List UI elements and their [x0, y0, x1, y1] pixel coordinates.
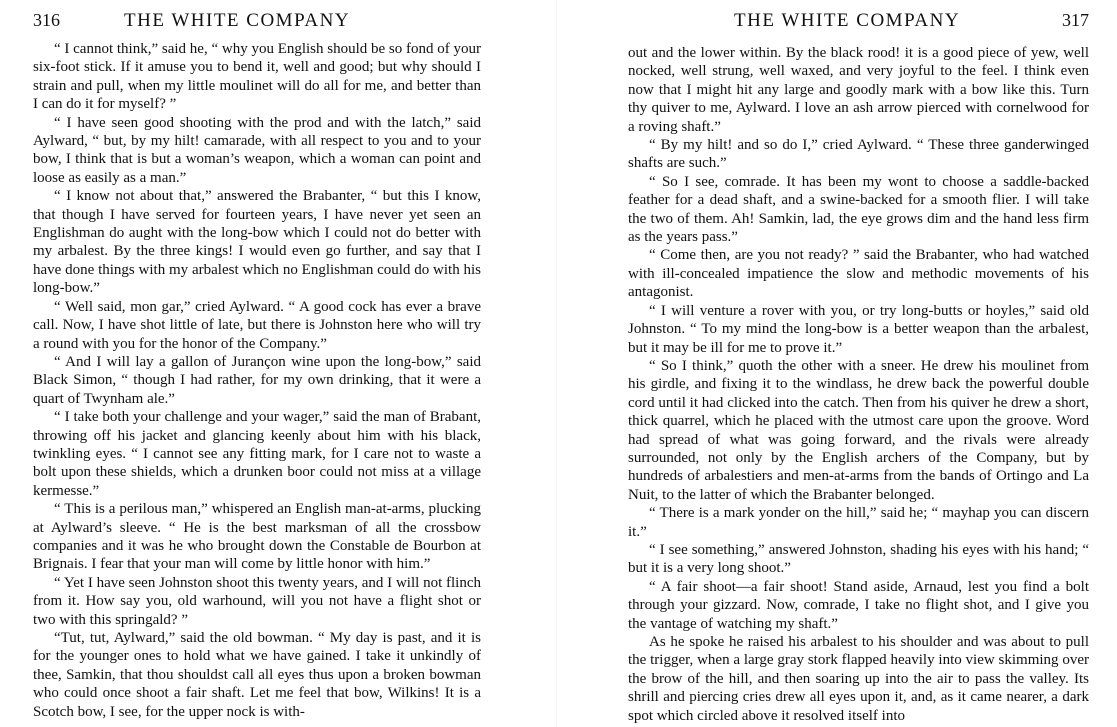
paragraph: “ By my hilt! and so do I,” cried Aylward. “ These three ganderwinged shafts are such.” — [628, 137, 1089, 172]
paragraph: “Tut, tut, Aylward,” said the old bowman. “ My day is past, and it is for the younger ones to hold what we have gained. I take it unkindly of thee, Samkin, that thou shouldst call all eyes thus upon a broken bowman who could once shoot a fair shaft. Let me feel that bow, Wilkins! It is a Scotch bow, I see, for the upper nock is with- — [33, 630, 481, 720]
paragraph: “ Yet I have seen Johnston shoot this twenty years, and I will not flinch from it. How say you, old warhound, will you not have a flight shot or two with this springald? ” — [33, 574, 481, 628]
paragraph: “ Well said, mon gar,” cried Aylward. “ A good cock has ever a brave call. Now, I have shot little of late, but there is Johnston here who will try a round with you for the honor of the Company.” — [33, 298, 481, 352]
paragraph: “ So I think,” quoth the other with a sneer. He drew his moulinet from his girdle, and fixing it to the windlass, he drew back the powerful double cord until it had clicked into the catch. Then from his quiver he drew a short, thick quarrel, which he placed with the utmost care upon the groove. Word had spread of what was going forward, and the rivals were already surrounded, not only by the English archers of the Company, but by hundreds of arbalestiers and men-at-arms from the bands of Ortingo and La Nuit, to the latter of which the Brabanter belonged. — [628, 357, 1089, 503]
paragraph: “ So I see, comrade. It has been my wont to choose a saddle-backed feather for a dead shaft, and a swine-backed for a smooth flier. I will take the two of them. Ah! Samkin, lad, the eye grows dim and the hand less firm as the years pass.” — [628, 173, 1089, 246]
left-page-body — [33, 40, 481, 721]
continuation-paragraph: out and the lower within. By the black rood! it is a good piece of yew, well nocked, well strung, well waxed, and very joyful to the feel. I think even now that I might hit any large and goodly mark with a bow like this. Turn thy quiver to me, Aylward. I love an ash arrow pierced with cornelwood for a roving shaft.” — [628, 45, 1089, 135]
paragraph: “ There is a mark yonder on the hill,” said he; “ mayhap you can discern it.” — [628, 505, 1089, 540]
paragraph: “ And I will lay a gallon of Jurançon wine upon the long-bow,” said Black Simon, “ though I had rather, for my own drinking, that it were a quart of Twynham ale.” — [33, 353, 481, 407]
left-page-number: 316 — [33, 10, 60, 30]
page-gutter — [556, 0, 557, 727]
left-running-title: THE WHITE COMPANY — [124, 10, 351, 31]
paragraph: As he spoke he raised his arbalest to his shoulder and was about to pull the trigger, when a large gray stork flapped heavily into view skimming over the brow of the hill, and then soaring up into the air to pass the valley. Its shrill and piercing cries drew all eyes upon it, and, as it came nearer, a dark spot which circled above it resolved itself into — [628, 634, 1089, 724]
paragraph: “ I have seen good shooting with the prod and with the latch,” said Aylward, “ but, by my hilt! camarade, with all respect to you and to your bow, I think that is but a woman’s weapon, which a woman can point and loose as easily as a man.” — [33, 114, 481, 186]
right-running-title: THE WHITE COMPANY — [734, 10, 961, 31]
paragraph: “ I will venture a rover with you, or try long-butts or hoyles,” said old Johnston. “ To my mind the long-bow is a better weapon than the arbalest, but it may be ill for me to prove it.” — [628, 302, 1089, 356]
paragraph: “ This is a perilous man,” whispered an English man-at-arms, plucking at Aylward’s sleeve. “ He is the best marksman of all the crossbow companies and it was he who brought down the Constable de Bourbon at Brignais. I fear that your man will come by little honor with him.” — [33, 501, 481, 573]
paragraph: “ I take both your challenge and your wager,” said the man of Brabant, throwing off his jacket and glancing keenly about him with his black, twinkling eyes. “ I cannot see any fitting mark, for I care not to waste a bolt upon these shields, which a drunken boor could not miss at a village kermesse.” — [33, 409, 481, 499]
paragraph: “ A fair shoot—a fair shoot! Stand aside, Arnaud, lest you find a bolt through your gizzard. Now, comrade, I take no flight shot, and I give you the vantage of watching my shaft.” — [628, 578, 1089, 632]
paragraph: “ Come then, are you not ready? ” said the Brabanter, who had watched with ill-concealed impatience the slow and methodic movements of his antagonist. — [628, 247, 1089, 301]
left-page-header — [33, 10, 481, 36]
paragraph: “ I know not about that,” answered the Brabanter, “ but this I know, that though I have served for fourteen years, I have never yet seen an Englishman do aught with the long-bow which I could not do better with my arbalest. By the three kings! I would even go further, and say that I have done things with my arbalest which no Englishman could do with his long-bow.” — [33, 188, 481, 297]
paragraph: “ I see something,” answered Johnston, shading his eyes with his hand; “ but it is a very long shoot.” — [628, 541, 1089, 577]
right-page-body — [628, 44, 1089, 725]
paragraph: “ I cannot think,” said he, “ why you English should be so fond of your six-foot stick. If it amuse you to bend it, well and good; but why should I strain and pull, when my little moulinet will do all for me, and better than I can do it for myself? ” — [33, 41, 482, 113]
right-page — [600, 0, 1117, 727]
right-page-header — [628, 10, 1089, 36]
left-page — [0, 0, 515, 727]
right-page-number: 317 — [1062, 10, 1089, 30]
